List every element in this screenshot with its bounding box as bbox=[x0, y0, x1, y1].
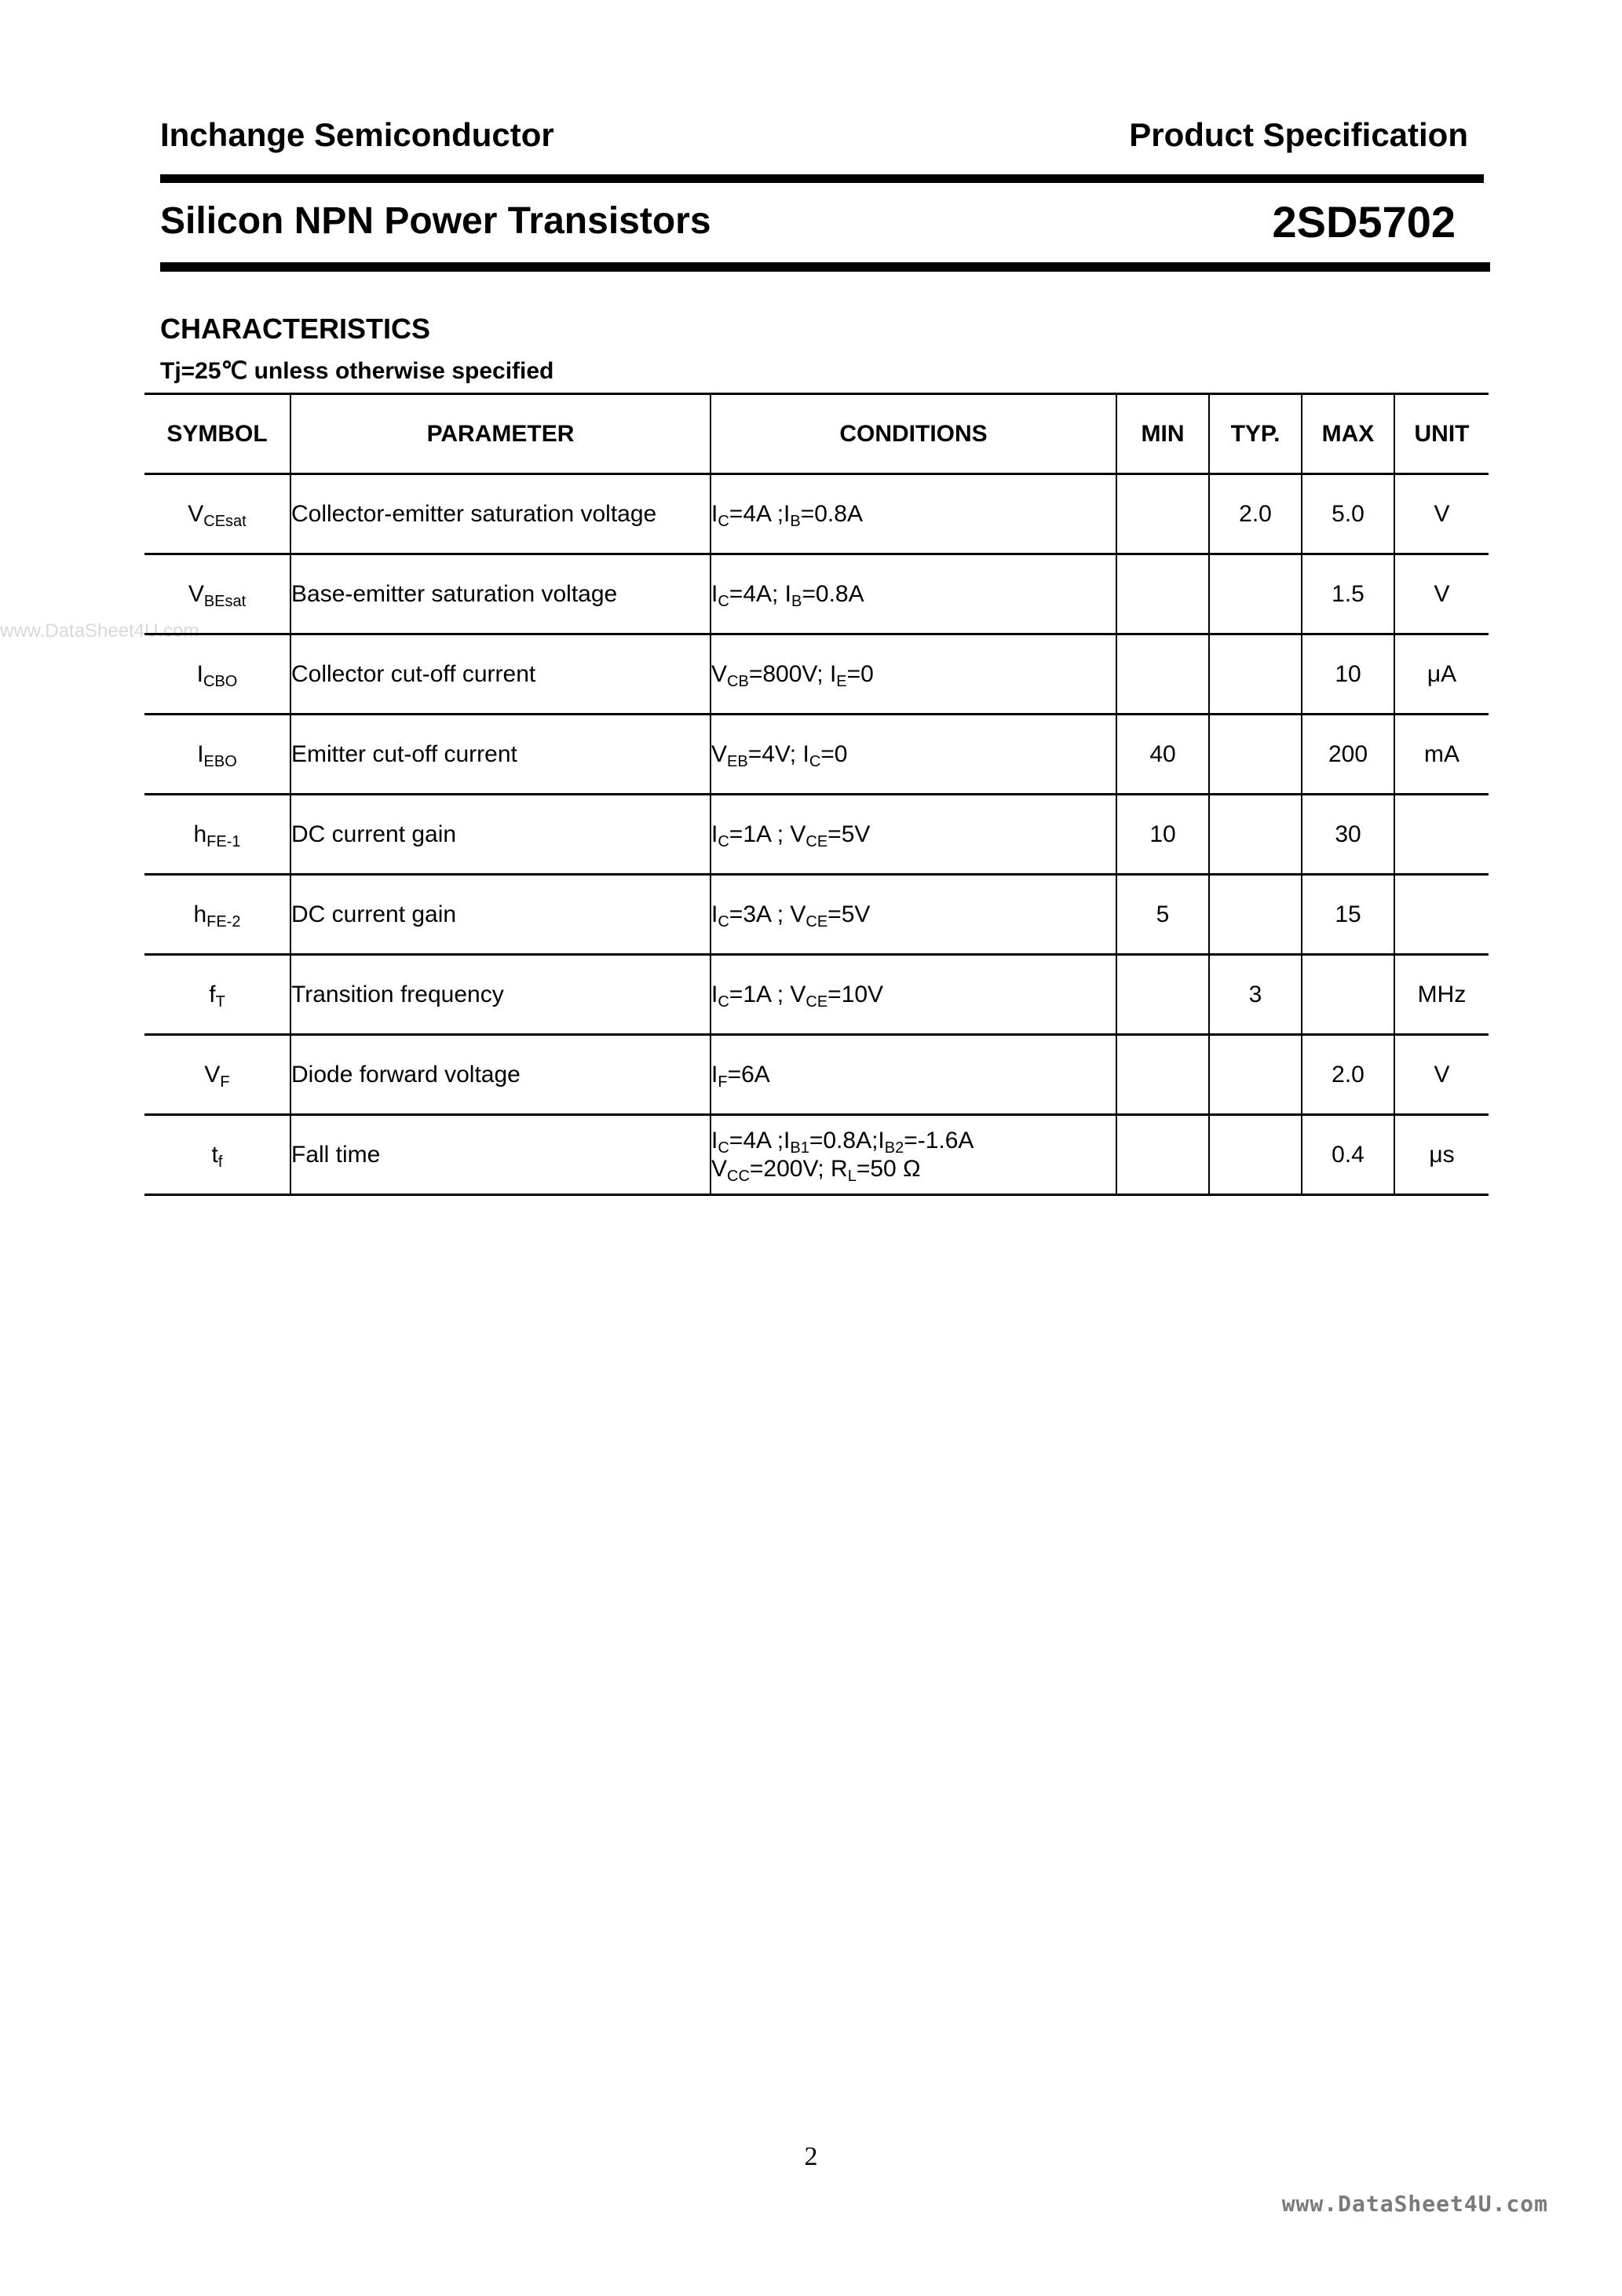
col-header-typ: TYP. bbox=[1209, 394, 1302, 474]
cell-min bbox=[1116, 554, 1209, 634]
condition-subscript: B bbox=[790, 512, 801, 530]
symbol-main: V bbox=[188, 580, 204, 607]
cell-parameter: Collector cut-off current bbox=[290, 634, 711, 715]
table-row bbox=[144, 634, 1489, 715]
cell-typ bbox=[1209, 1115, 1302, 1195]
table-row bbox=[144, 1115, 1489, 1195]
condition-subscript: C bbox=[718, 912, 729, 930]
cell-typ bbox=[1209, 795, 1302, 875]
company-name: Inchange Semiconductor bbox=[160, 116, 554, 153]
condition-line bbox=[711, 580, 1116, 609]
table-row bbox=[144, 715, 1489, 795]
watermark: www.DataSheet4U.com bbox=[0, 620, 199, 642]
condition-text: =4A; I bbox=[729, 580, 792, 607]
condition-line bbox=[711, 1061, 1116, 1089]
cell-max: 5.0 bbox=[1302, 474, 1394, 554]
cell-unit: V bbox=[1394, 1035, 1489, 1115]
header-rule-top bbox=[160, 174, 1484, 183]
condition-text: =6A bbox=[727, 1061, 770, 1088]
cell-conditions bbox=[711, 554, 1116, 634]
symbol-main: V bbox=[204, 1061, 221, 1088]
condition-line bbox=[711, 901, 1116, 929]
condition-subscript: B1 bbox=[790, 1139, 809, 1157]
cell-conditions bbox=[711, 474, 1116, 554]
cell-max: 10 bbox=[1302, 634, 1394, 715]
condition-subscript: B2 bbox=[884, 1139, 904, 1157]
condition-text: =0.8A;I bbox=[809, 1127, 885, 1153]
cell-symbol bbox=[144, 634, 290, 715]
symbol-subscript: F bbox=[220, 1073, 230, 1091]
cell-symbol bbox=[144, 1035, 290, 1115]
test-condition-note: Tj=25℃ unless otherwise specified bbox=[160, 358, 554, 384]
cell-parameter: Fall time bbox=[290, 1115, 711, 1195]
page-number: 2 bbox=[804, 2142, 818, 2171]
symbol-main: I bbox=[196, 660, 203, 687]
table-row bbox=[144, 474, 1489, 554]
symbol-main: h bbox=[193, 821, 207, 847]
document-type: Product Specification bbox=[1129, 116, 1468, 153]
condition-text: =50 Ω bbox=[856, 1155, 921, 1182]
characteristics-table bbox=[144, 393, 1489, 1196]
table-row bbox=[144, 554, 1489, 634]
cell-conditions bbox=[711, 1035, 1116, 1115]
condition-subscript: CC bbox=[727, 1167, 750, 1185]
condition-text: =0.8A bbox=[802, 580, 864, 607]
cell-parameter: DC current gain bbox=[290, 875, 711, 955]
condition-subscript: B bbox=[791, 592, 802, 610]
condition-line bbox=[711, 660, 1116, 689]
symbol-subscript: CBO bbox=[203, 672, 238, 690]
cell-typ bbox=[1209, 875, 1302, 955]
condition-text: I bbox=[711, 981, 718, 1007]
cell-unit bbox=[1394, 795, 1489, 875]
condition-subscript: EB bbox=[727, 752, 748, 770]
cell-min bbox=[1116, 634, 1209, 715]
cell-max: 15 bbox=[1302, 875, 1394, 955]
condition-line bbox=[711, 1127, 1116, 1155]
cell-min bbox=[1116, 1035, 1209, 1115]
cell-unit: V bbox=[1394, 474, 1489, 554]
cell-max: 2.0 bbox=[1302, 1035, 1394, 1115]
condition-subscript: CE bbox=[806, 912, 828, 930]
cell-typ bbox=[1209, 1035, 1302, 1115]
symbol-subscript: BEsat bbox=[203, 592, 247, 610]
col-header-min: MIN bbox=[1116, 394, 1209, 474]
cell-parameter: Collector-emitter saturation voltage bbox=[290, 474, 711, 554]
condition-subscript: C bbox=[718, 993, 729, 1011]
condition-subscript: CE bbox=[806, 832, 828, 850]
cell-typ bbox=[1209, 715, 1302, 795]
section-title: CHARACTERISTICS bbox=[160, 313, 431, 345]
cell-conditions bbox=[711, 875, 1116, 955]
cell-unit: μA bbox=[1394, 634, 1489, 715]
cell-parameter: Base-emitter saturation voltage bbox=[290, 554, 711, 634]
condition-text: =1A ; V bbox=[729, 981, 806, 1007]
condition-subscript: C bbox=[718, 512, 729, 530]
condition-text: I bbox=[711, 1061, 718, 1088]
product-line-title: Silicon NPN Power Transistors bbox=[160, 200, 711, 242]
cell-typ bbox=[1209, 634, 1302, 715]
symbol-main: f bbox=[209, 981, 216, 1007]
cell-symbol bbox=[144, 554, 290, 634]
condition-text: I bbox=[711, 1127, 718, 1153]
cell-parameter: Transition frequency bbox=[290, 955, 711, 1035]
cell-min: 10 bbox=[1116, 795, 1209, 875]
symbol-subscript: FE-2 bbox=[206, 912, 241, 930]
condition-subscript: L bbox=[847, 1167, 857, 1185]
cell-symbol bbox=[144, 955, 290, 1035]
cell-symbol bbox=[144, 474, 290, 554]
part-number: 2SD5702 bbox=[1272, 197, 1456, 247]
condition-text: =10V bbox=[827, 981, 884, 1007]
cell-conditions bbox=[711, 795, 1116, 875]
condition-subscript: C bbox=[809, 752, 821, 770]
condition-text: I bbox=[711, 580, 718, 607]
cell-conditions bbox=[711, 955, 1116, 1035]
symbol-subscript: EBO bbox=[203, 752, 237, 770]
condition-text: =800V; I bbox=[748, 660, 837, 687]
symbol-main: h bbox=[193, 901, 207, 927]
cell-unit: V bbox=[1394, 554, 1489, 634]
cell-max: 30 bbox=[1302, 795, 1394, 875]
condition-subscript: E bbox=[836, 672, 847, 690]
condition-subscript: CB bbox=[727, 672, 749, 690]
col-header-conditions: CONDITIONS bbox=[711, 394, 1116, 474]
cell-unit bbox=[1394, 875, 1489, 955]
condition-subscript: CE bbox=[806, 993, 828, 1011]
condition-subscript: C bbox=[718, 592, 729, 610]
condition-text: =4A ;I bbox=[729, 500, 791, 527]
condition-line bbox=[711, 821, 1116, 849]
cell-symbol bbox=[144, 875, 290, 955]
condition-text: =1A ; V bbox=[729, 821, 806, 847]
col-header-unit: UNIT bbox=[1394, 394, 1489, 474]
condition-text: =0 bbox=[846, 660, 874, 687]
condition-text: V bbox=[711, 740, 728, 767]
cell-max bbox=[1302, 955, 1394, 1035]
table-row bbox=[144, 1035, 1489, 1115]
symbol-subscript: FE-1 bbox=[206, 832, 241, 850]
condition-text: V bbox=[711, 660, 728, 687]
footer-site-url: www.DataSheet4U.com bbox=[1281, 2191, 1548, 2217]
table-header-row bbox=[144, 394, 1489, 474]
cell-typ: 2.0 bbox=[1209, 474, 1302, 554]
cell-min bbox=[1116, 1115, 1209, 1195]
cell-unit: mA bbox=[1394, 715, 1489, 795]
condition-text: I bbox=[711, 901, 718, 927]
condition-line bbox=[711, 740, 1116, 769]
condition-text: =-1.6A bbox=[904, 1127, 974, 1153]
cell-max: 0.4 bbox=[1302, 1115, 1394, 1195]
condition-text: =5V bbox=[827, 901, 871, 927]
condition-text: I bbox=[711, 500, 718, 527]
condition-text: =0.8A bbox=[800, 500, 863, 527]
cell-min bbox=[1116, 955, 1209, 1035]
col-header-max: MAX bbox=[1302, 394, 1394, 474]
cell-parameter: Emitter cut-off current bbox=[290, 715, 711, 795]
cell-min: 5 bbox=[1116, 875, 1209, 955]
condition-text: I bbox=[711, 821, 718, 847]
symbol-subscript: f bbox=[217, 1153, 223, 1171]
condition-text: =0 bbox=[820, 740, 848, 767]
table-row bbox=[144, 955, 1489, 1035]
symbol-main: t bbox=[211, 1141, 218, 1168]
symbol-main: V bbox=[188, 500, 204, 527]
cell-max: 200 bbox=[1302, 715, 1394, 795]
cell-typ bbox=[1209, 554, 1302, 634]
col-header-parameter: PARAMETER bbox=[290, 394, 711, 474]
cell-unit: μs bbox=[1394, 1115, 1489, 1195]
header-rule-bottom bbox=[160, 262, 1490, 272]
cell-parameter: DC current gain bbox=[290, 795, 711, 875]
symbol-subscript: CEsat bbox=[203, 512, 247, 530]
condition-text: =200V; R bbox=[749, 1155, 848, 1182]
condition-text: =4A ;I bbox=[729, 1127, 791, 1153]
condition-text: =3A ; V bbox=[729, 901, 806, 927]
cell-typ: 3 bbox=[1209, 955, 1302, 1035]
condition-text: =4V; I bbox=[747, 740, 809, 767]
cell-parameter: Diode forward voltage bbox=[290, 1035, 711, 1115]
cell-conditions bbox=[711, 1115, 1116, 1195]
condition-line bbox=[711, 1155, 1116, 1183]
condition-line bbox=[711, 981, 1116, 1009]
condition-subscript: C bbox=[718, 1139, 729, 1157]
table-row bbox=[144, 795, 1489, 875]
cell-unit: MHz bbox=[1394, 955, 1489, 1035]
condition-subscript: F bbox=[718, 1073, 728, 1091]
symbol-subscript: T bbox=[215, 993, 225, 1011]
cell-symbol bbox=[144, 795, 290, 875]
table-row bbox=[144, 875, 1489, 955]
condition-text: V bbox=[711, 1155, 728, 1182]
cell-min: 40 bbox=[1116, 715, 1209, 795]
cell-conditions bbox=[711, 715, 1116, 795]
condition-subscript: C bbox=[718, 832, 729, 850]
table-body bbox=[144, 474, 1489, 1195]
cell-max: 1.5 bbox=[1302, 554, 1394, 634]
cell-conditions bbox=[711, 634, 1116, 715]
condition-text: =5V bbox=[827, 821, 871, 847]
cell-min bbox=[1116, 474, 1209, 554]
cell-symbol bbox=[144, 1115, 290, 1195]
condition-line bbox=[711, 500, 1116, 528]
symbol-main: I bbox=[197, 740, 204, 767]
col-header-symbol: SYMBOL bbox=[144, 394, 290, 474]
cell-symbol bbox=[144, 715, 290, 795]
